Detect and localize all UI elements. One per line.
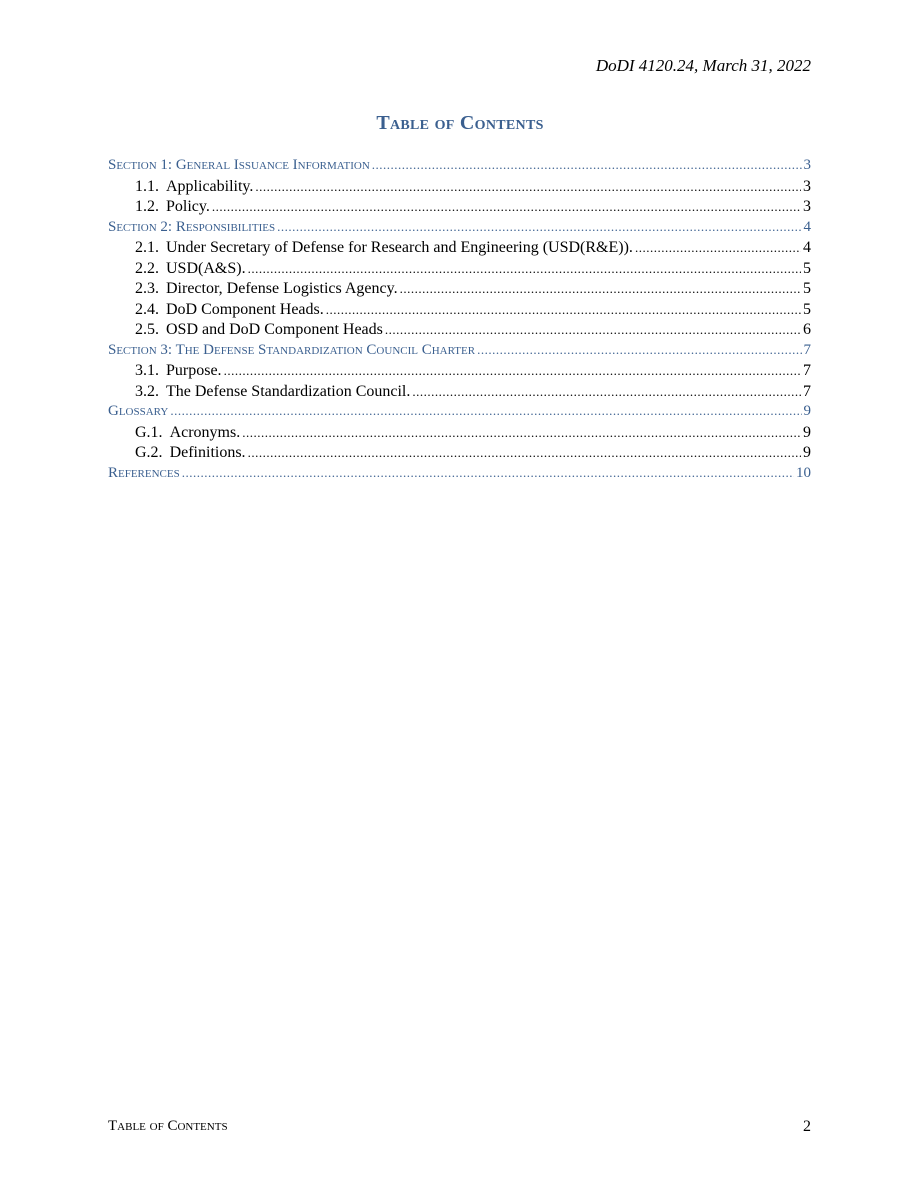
toc-entry-2-4[interactable] <box>108 301 811 322</box>
toc-entry-page: 5 <box>803 259 811 277</box>
toc-entry-2-1[interactable] <box>108 239 811 260</box>
toc-entry-label: Glossary <box>108 403 169 419</box>
toc-entry-number: 3.1. <box>135 362 159 379</box>
toc-entry-page: 9 <box>803 423 811 441</box>
toc-entry-label: Under Secretary of Defense for Research and Engineering (USD(R&E)). <box>166 239 633 256</box>
toc-leader-dots <box>248 445 801 461</box>
toc-entry-page: 7 <box>803 362 811 379</box>
toc-entry-label: Acronyms. <box>169 423 241 441</box>
toc-entry-number: 2.4. <box>135 300 159 318</box>
toc-entry-number: 3.2. <box>135 382 159 400</box>
footer-section-label: Table of Contents <box>108 1118 228 1134</box>
toc-leader-dots <box>242 425 801 441</box>
table-of-contents <box>108 157 811 485</box>
toc-entry-page: 5 <box>803 300 811 318</box>
toc-leader-dots <box>182 465 794 481</box>
toc-entry-section-1[interactable] <box>108 157 811 178</box>
toc-entry-page: 5 <box>803 280 811 297</box>
toc-entry-label: Section 2: Responsibilities <box>108 218 276 235</box>
toc-entry-number: 2.5. <box>135 321 159 338</box>
toc-entry-page: 9 <box>803 444 811 461</box>
toc-entry-page: 3 <box>803 177 811 195</box>
toc-entry-g-1[interactable] <box>108 424 811 445</box>
toc-entry-label: Section 3: The Defense Standardization Council Charter <box>108 341 476 358</box>
toc-leader-dots <box>326 302 801 318</box>
toc-entry-g-2[interactable] <box>108 444 811 465</box>
toc-entry-page: 7 <box>803 382 811 400</box>
toc-entry-page: 6 <box>803 321 811 338</box>
toc-leader-dots <box>635 240 801 256</box>
toc-entry-label: DoD Component Heads. <box>166 300 324 318</box>
footer-page-number: 2 <box>803 1118 811 1135</box>
toc-entry-page: 4 <box>803 218 811 235</box>
toc-entry-label: Applicability. <box>166 177 254 195</box>
toc-entry-1-2[interactable] <box>108 198 811 219</box>
toc-entry-label: Section 1: General Issuance Information <box>108 157 370 173</box>
toc-entry-label: References <box>108 464 180 481</box>
toc-entry-label: Policy. <box>166 198 210 215</box>
page-title: Table of Contents <box>376 112 544 134</box>
toc-leader-dots <box>477 342 801 358</box>
toc-entry-number: G.2. <box>135 444 163 461</box>
toc-entry-label: The Defense Standardization Council. <box>166 382 411 400</box>
toc-leader-dots <box>255 179 801 195</box>
toc-leader-dots <box>412 384 801 400</box>
toc-leader-dots <box>400 281 801 297</box>
toc-entry-2-5[interactable] <box>108 321 811 342</box>
toc-entry-page: 3 <box>803 198 811 215</box>
toc-entry-section-2[interactable] <box>108 219 811 240</box>
toc-leader-dots <box>224 363 801 379</box>
toc-entry-2-2[interactable] <box>108 260 811 281</box>
toc-leader-dots <box>212 199 801 215</box>
toc-entry-page: 9 <box>803 403 811 419</box>
toc-entry-page: 10 <box>796 464 811 481</box>
toc-entry-section-3[interactable] <box>108 342 811 363</box>
toc-entry-number: 1.1. <box>135 177 159 195</box>
toc-entry-page: 3 <box>803 157 811 173</box>
toc-entry-glossary[interactable] <box>108 403 811 424</box>
toc-entry-page: 7 <box>803 341 811 358</box>
toc-entry-number: G.1. <box>135 423 163 441</box>
toc-leader-dots <box>385 322 801 338</box>
toc-entry-label: Director, Defense Logistics Agency. <box>166 280 398 297</box>
document-header: DoDI 4120.24, March 31, 2022 <box>595 56 811 75</box>
toc-entry-1-1[interactable] <box>108 178 811 199</box>
toc-entry-label: USD(A&S). <box>166 259 246 277</box>
toc-entry-3-1[interactable] <box>108 362 811 383</box>
toc-entry-page: 4 <box>803 239 811 256</box>
toc-leader-dots <box>170 403 801 419</box>
toc-entry-number: 2.3. <box>135 280 159 297</box>
toc-entry-number: 2.2. <box>135 259 159 277</box>
toc-entry-2-3[interactable] <box>108 280 811 301</box>
toc-entry-number: 1.2. <box>135 198 159 215</box>
toc-entry-label: Purpose. <box>166 362 222 379</box>
toc-leader-dots <box>277 219 801 235</box>
toc-entry-3-2[interactable] <box>108 383 811 404</box>
toc-entry-label: OSD and DoD Component Heads <box>166 321 383 338</box>
toc-entry-label: Definitions. <box>169 444 246 461</box>
toc-entry-references[interactable] <box>108 465 811 486</box>
toc-leader-dots <box>248 261 801 277</box>
toc-entry-number: 2.1. <box>135 239 159 256</box>
toc-leader-dots <box>372 157 802 173</box>
